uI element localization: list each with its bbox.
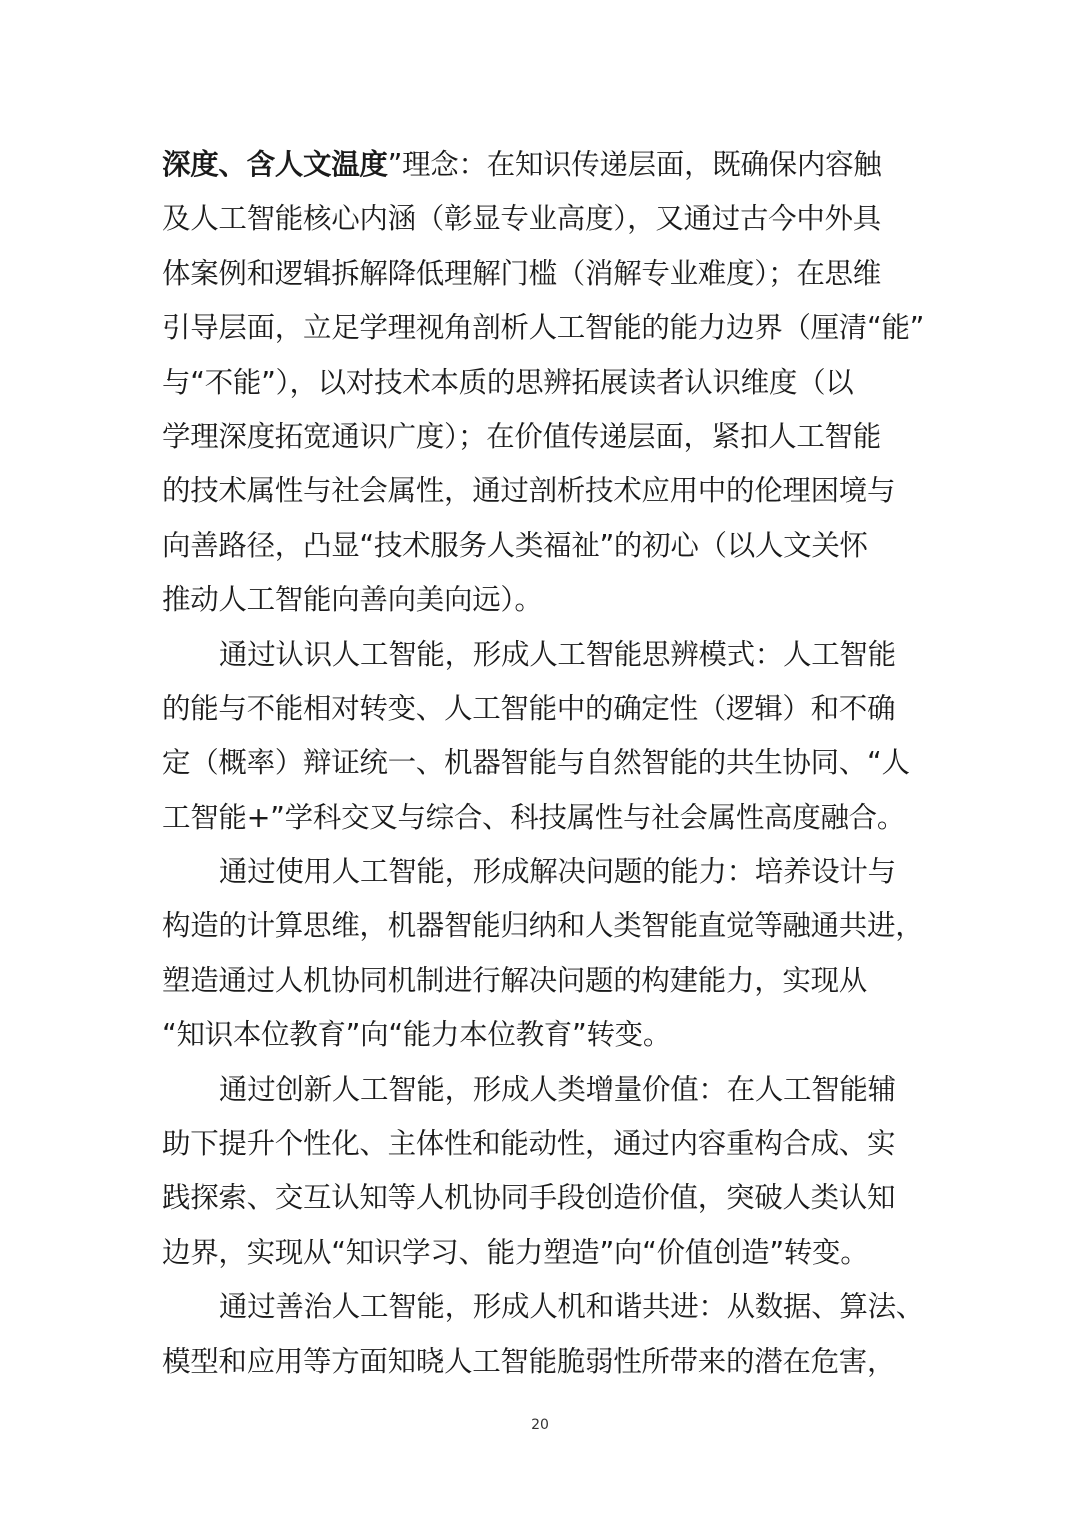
text-line: 构造的计算思维，机器智能归纳和人类智能直觉等融通共进， <box>162 909 924 943</box>
text-line: 与“不能”），以对技术本质的思辨拓展读者认识维度（以 <box>162 365 854 399</box>
text-line: 塑造通过人机协同机制进行解决问题的构建能力，实现从 <box>162 963 868 997</box>
text-line: 引导层面，立足学理视角剖析人工智能的能力边界（厘清“能” <box>162 311 925 345</box>
text-line: 边界，实现从“知识学习、能力塑造”向“价值创造”转变。 <box>162 1235 869 1269</box>
text-line: 体案例和逻辑拆解降低理解门槛（消解专业难度）；在思维 <box>162 256 881 290</box>
text-line: 的技术属性与社会属性，通过剖析技术应用中的伦理困境与 <box>162 474 896 508</box>
text-line <box>162 138 918 192</box>
paragraph-first-line: 通过创新人工智能，形成人类增量价值：在人工智能辅 <box>219 1072 896 1106</box>
paragraph-first-line: 通过使用人工智能，形成解决问题的能力：培养设计与 <box>219 855 896 889</box>
text-line: 向善路径，凸显“技术服务人类福祉”的初心（以人文关怀 <box>162 528 868 562</box>
text-line: 模型和应用等方面知晓人工智能脆弱性所带来的潜在危害， <box>162 1344 896 1378</box>
paragraph-first-line: 通过善治人工智能，形成人机和谐共进：从数据、算法、 <box>219 1290 925 1324</box>
line-text: ”理念：在知识传递层面，既确保内容触 <box>387 148 882 181</box>
text-line: 工智能+”学科交叉与综合、科技属性与社会属性高度融合。 <box>162 800 906 834</box>
text-line: 学理深度拓宽通识广度）；在价值传递层面，紧扣人工智能 <box>162 419 881 453</box>
text-line: 及人工智能核心内涵（彰显专业高度），又通过古今中外具 <box>162 202 881 236</box>
paragraph-first-line: 通过认识人工智能，形成人工智能思辨模式：人工智能 <box>219 637 896 671</box>
text-line: 践探索、交互认知等人机协同手段创造价值，突破人类认知 <box>162 1181 896 1215</box>
page-number: 20 <box>531 1417 549 1433</box>
bold-phrase: 深度、含人文温度 <box>162 148 388 181</box>
text-line: “知识本位教育”向“能力本位教育”转变。 <box>162 1018 672 1052</box>
document-body <box>162 138 925 1389</box>
text-line: 推动人工智能向善向美向远）。 <box>162 583 543 617</box>
text-line: 助下提升个性化、主体性和能动性，通过内容重构合成、实 <box>162 1127 896 1161</box>
text-line: 的能与不能相对转变、人工智能中的确定性（逻辑）和不确 <box>162 691 896 725</box>
text-line: 定（概率）辩证统一、机器智能与自然智能的共生协同、“人 <box>162 746 910 780</box>
